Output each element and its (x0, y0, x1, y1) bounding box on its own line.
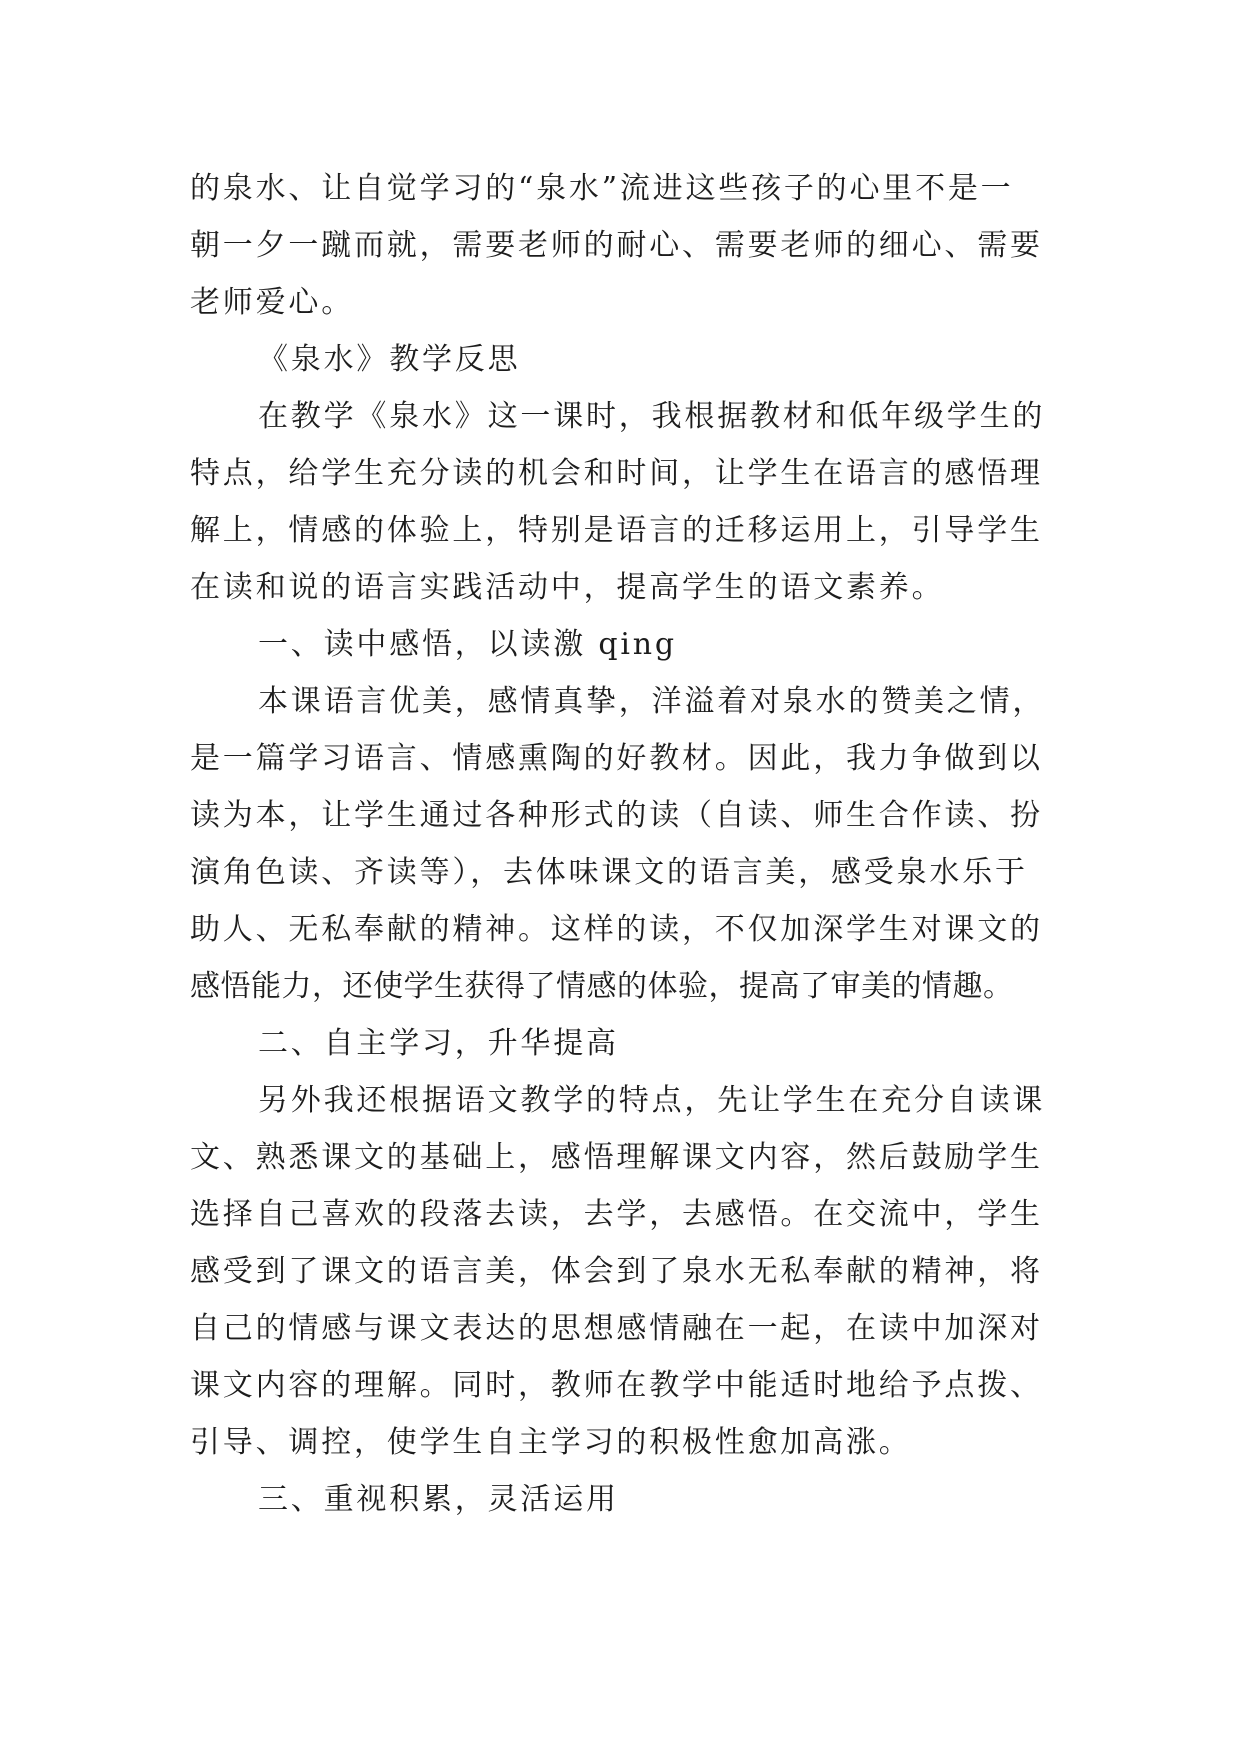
paragraph-start: 在教学《泉水》这一课时，我根据教材和低年级学生的 (258, 399, 1046, 434)
heading-one: 一、读中感悟，以读激 qing (258, 627, 677, 662)
text-line: 是一篇学习语言、情感熏陶的好教材。因此，我力争做到以 (190, 741, 1043, 776)
text-line: 课文内容的理解。同时，教师在教学中能适时地给予点拨、 (190, 1368, 1043, 1403)
text-line: 文、熟悉课文的基础上，感悟理解课文内容，然后鼓励学生 (190, 1140, 1043, 1175)
body-text (190, 160, 1070, 1528)
text-line: 在读和说的语言实践活动中，提高学生的语文素养。 (190, 570, 945, 605)
text-line: 感悟能力，还使学生获得了情感的体验，提高了审美的情趣。 (190, 969, 1014, 1004)
text-line: 特点，给学生充分读的机会和时间，让学生在语言的感悟理 (190, 456, 1043, 491)
text-line: 解上，情感的体验上，特别是语言的迁移运用上，引导学生 (190, 513, 1043, 548)
section-title: 《泉水》教学反思 (258, 342, 521, 377)
text-line: 演角色读、齐读等），去体味课文的语言美，感受泉水乐于 (190, 855, 1028, 890)
text-line: 助人、无私奉献的精神。这样的读，不仅加深学生对课文的 (190, 912, 1043, 947)
text-line: 自己的情感与课文表达的思想感情融在一起，在读中加深对 (190, 1311, 1043, 1346)
text-line: 引导、调控，使学生自主学习的积极性愈加高涨。 (190, 1425, 912, 1460)
text-line: 朝一夕一蹴而就，需要老师的耐心、需要老师的细心、需要 (190, 228, 1043, 263)
heading-three: 三、重视积累，灵活运用 (258, 1482, 619, 1517)
paragraph-start: 本课语言优美，感情真挚，洋溢着对泉水的赞美之情， (258, 684, 1046, 719)
text-line: 的泉水、让自觉学习的“泉水”流进这些孩子的心里不是一 (190, 171, 1014, 206)
paragraph-start: 另外我还根据语文教学的特点，先让学生在充分自读课 (258, 1083, 1046, 1118)
text-line: 选择自己喜欢的段落去读，去学，去感悟。在交流中，学生 (190, 1197, 1043, 1232)
heading-two: 二、自主学习，升华提高 (258, 1026, 619, 1061)
text-line: 感受到了课文的语言美，体会到了泉水无私奉献的精神，将 (190, 1254, 1043, 1289)
text-line: 老师爱心。 (190, 285, 354, 320)
text-line: 读为本，让学生通过各种形式的读（自读、师生合作读、扮 (190, 798, 1043, 833)
